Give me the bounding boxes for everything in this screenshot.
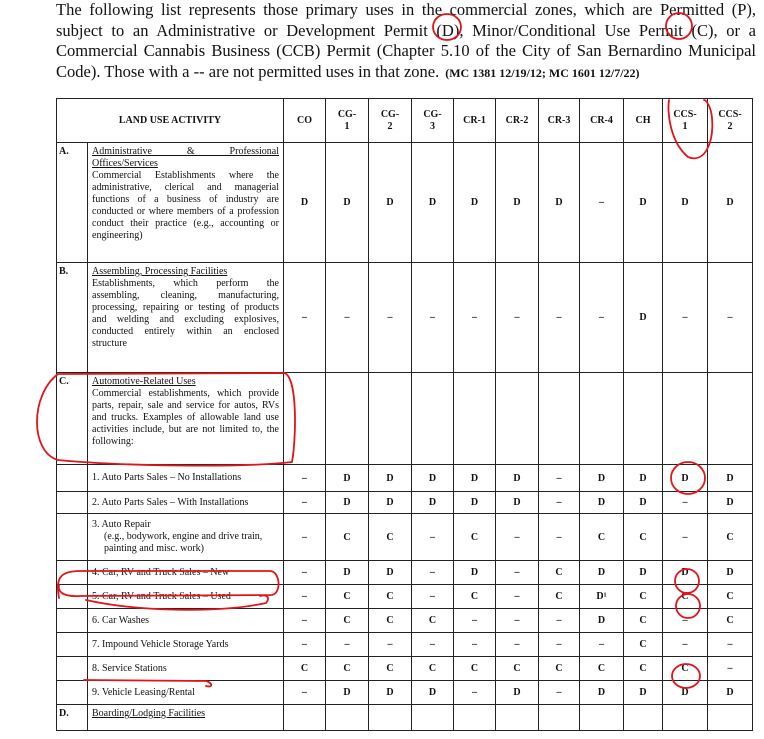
section-description: Establishments, which perform the assembling, cleaning, manufacturing, processing, repairing or testing of products and welding and excluding explosives, conducted entirely within an enclosed structure: [92, 278, 279, 349]
permit-code: D: [539, 143, 580, 263]
permit-code: –: [663, 514, 708, 561]
permit-code: C: [624, 514, 663, 561]
permit-code: [624, 705, 663, 731]
permit-code: [624, 373, 663, 465]
permit-code: –: [326, 633, 369, 657]
table-header-row: [57, 99, 753, 143]
permit-code: –: [663, 609, 708, 633]
permit-code: –: [284, 681, 326, 705]
zone-header: CR-1: [454, 99, 496, 143]
zone-header: CG- 2: [369, 99, 412, 143]
permit-code: D: [284, 143, 326, 263]
permit-code: D: [454, 492, 496, 514]
permit-code: D¹: [580, 585, 624, 609]
permit-code: –: [412, 585, 454, 609]
permit-code: –: [369, 633, 412, 657]
table-row: [57, 657, 753, 681]
permit-code: C: [454, 514, 496, 561]
permit-code: C: [369, 657, 412, 681]
permit-code: –: [284, 633, 326, 657]
indent-cell: [57, 633, 88, 657]
permit-code: –: [454, 263, 496, 373]
permit-code: –: [496, 561, 539, 585]
section-letter: D.: [57, 705, 88, 731]
activity-sublabel: (e.g., bodywork, engine and drive train, painting and misc. work): [104, 531, 263, 554]
permit-code: [284, 373, 326, 465]
permit-code: C: [624, 633, 663, 657]
table-row: [57, 465, 753, 492]
permit-code: D: [708, 561, 753, 585]
permit-code: [284, 705, 326, 731]
permit-code: –: [539, 465, 580, 492]
section-letter: C.: [57, 373, 88, 465]
permit-code: [708, 373, 753, 465]
activity-label: 4. Car, RV and Truck Sales – New: [92, 566, 230, 578]
permit-code: –: [412, 263, 454, 373]
permit-code: –: [496, 585, 539, 609]
permit-code: –: [284, 263, 326, 373]
indent-cell: [57, 681, 88, 705]
permit-code: –: [539, 514, 580, 561]
permit-code: –: [284, 514, 326, 561]
permit-code: [326, 705, 369, 731]
permit-code: –: [284, 465, 326, 492]
permit-code: D: [496, 681, 539, 705]
permit-code: C: [369, 514, 412, 561]
permit-code: C: [412, 657, 454, 681]
permit-code: –: [369, 263, 412, 373]
intro-text: The following list represents those primary uses in the commercial zones, which are Permitted (P), subject to an Administrative or Development Permit (D), Minor/Conditional Use Permit (C), or a Commercial Cannabis Business (CCB) Permit (Chapter 5.10 of the City of San Bernardino Municipal Code). Those with a -- are not permitted uses in that zone.: [56, 0, 756, 81]
permit-code: D: [580, 492, 624, 514]
permit-code: C: [454, 657, 496, 681]
permit-code: C: [284, 657, 326, 681]
permit-code: [412, 705, 454, 731]
permit-code: C: [708, 585, 753, 609]
activity-label-cell: [88, 657, 284, 681]
permit-code: D: [624, 143, 663, 263]
permit-code: [326, 373, 369, 465]
permit-code: –: [539, 609, 580, 633]
zone-header: CCS- 1: [663, 99, 708, 143]
permit-code: D: [624, 681, 663, 705]
citation: (MC 1381 12/19/12; MC 1601 12/7/22): [445, 65, 640, 80]
permit-code: D: [663, 465, 708, 492]
indent-cell: [57, 657, 88, 681]
permit-code: C: [663, 585, 708, 609]
permit-code: D: [708, 465, 753, 492]
permit-code: D: [412, 465, 454, 492]
table-row: [57, 585, 753, 609]
activity-label: 3. Auto Repair: [92, 519, 151, 530]
permit-code: [369, 373, 412, 465]
permit-code: D: [580, 681, 624, 705]
permit-code: C: [412, 609, 454, 633]
table-row: [57, 609, 753, 633]
activity-label: 7. Impound Vehicle Storage Yards: [92, 638, 229, 650]
permit-code: –: [412, 561, 454, 585]
permit-code: D: [663, 681, 708, 705]
zone-header: CH: [624, 99, 663, 143]
permit-code: [663, 373, 708, 465]
section-row: [57, 263, 753, 373]
table-row: [57, 561, 753, 585]
section-description-cell: [88, 263, 284, 373]
permit-code: –: [663, 492, 708, 514]
permit-code: C: [539, 561, 580, 585]
indent-cell: [57, 514, 88, 561]
section-row: [57, 705, 753, 731]
permit-code: D: [412, 143, 454, 263]
table-row: [57, 514, 753, 561]
permit-code: D: [326, 561, 369, 585]
land-use-activity-header: LAND USE ACTIVITY: [57, 99, 284, 143]
activity-label: 9. Vehicle Leasing/Rental: [92, 686, 195, 698]
permit-code: D: [369, 561, 412, 585]
activity-label: 8. Service Stations: [92, 662, 167, 674]
permit-code: [496, 705, 539, 731]
permit-code: [663, 705, 708, 731]
section-letter: B.: [57, 263, 88, 373]
permit-code: D: [624, 465, 663, 492]
permit-code: –: [454, 633, 496, 657]
activity-label: 1. Auto Parts Sales – No Installations: [92, 472, 242, 483]
permit-code: –: [496, 609, 539, 633]
permit-code: [369, 705, 412, 731]
permit-code: D: [708, 492, 753, 514]
permit-code: –: [663, 263, 708, 373]
permit-code: C: [326, 585, 369, 609]
permit-code: –: [580, 143, 624, 263]
permit-code: C: [624, 609, 663, 633]
table-row: [57, 681, 753, 705]
indent-cell: [57, 609, 88, 633]
permit-code: D: [663, 561, 708, 585]
zone-header: CR-2: [496, 99, 539, 143]
permit-code: –: [708, 657, 753, 681]
zone-header: CR-3: [539, 99, 580, 143]
permit-code: [539, 705, 580, 731]
permit-code: –: [539, 492, 580, 514]
permit-code: C: [624, 585, 663, 609]
permit-code: D: [580, 561, 624, 585]
section-title: Automotive-Related Uses: [92, 376, 196, 387]
permit-code: D: [708, 681, 753, 705]
section-row: [57, 373, 753, 465]
zone-header: CCS- 2: [708, 99, 753, 143]
permit-code: D: [326, 143, 369, 263]
section-description-cell: [88, 705, 284, 731]
permit-code: –: [580, 633, 624, 657]
indent-cell: [57, 492, 88, 514]
permit-code: C: [454, 585, 496, 609]
permit-code: D: [624, 263, 663, 373]
permit-code: D: [454, 143, 496, 263]
indent-cell: [57, 585, 88, 609]
section-description: Commercial Establishments where the administrative, clerical and managerial functions of a business of industry are conducted or where members of a profession conduct their practice (e.g., accounting or engineering): [92, 170, 279, 241]
land-use-table: [56, 98, 753, 731]
permit-code: D: [412, 681, 454, 705]
permit-code: D: [369, 681, 412, 705]
activity-label-cell: [88, 514, 284, 561]
permit-code: C: [708, 609, 753, 633]
permit-code: D: [326, 492, 369, 514]
permit-code: [580, 705, 624, 731]
permit-code: –: [708, 263, 753, 373]
permit-code: C: [539, 585, 580, 609]
permit-code: D: [454, 465, 496, 492]
permit-code: –: [496, 263, 539, 373]
zone-header: CG- 1: [326, 99, 369, 143]
table-row: [57, 492, 753, 514]
permit-code: –: [412, 633, 454, 657]
permit-code: C: [708, 514, 753, 561]
activity-label: 6. Car Washes: [92, 614, 150, 626]
permit-code: –: [412, 514, 454, 561]
permit-code: –: [284, 585, 326, 609]
permit-code: D: [496, 465, 539, 492]
permit-code: D: [412, 492, 454, 514]
activity-label-cell: [88, 492, 284, 514]
permit-code: C: [539, 657, 580, 681]
permit-code: [454, 373, 496, 465]
permit-code: –: [284, 492, 326, 514]
activity-label-cell: [88, 585, 284, 609]
permit-code: C: [580, 657, 624, 681]
zone-header: CR-4: [580, 99, 624, 143]
permit-code: D: [369, 465, 412, 492]
activity-label-cell: [88, 465, 284, 492]
zone-header: CO: [284, 99, 326, 143]
permit-code: –: [539, 263, 580, 373]
section-row: [57, 143, 753, 263]
section-title: Assembling, Processing Facilities: [92, 266, 228, 277]
permit-code: D: [369, 143, 412, 263]
section-description-cell: [88, 373, 284, 465]
permit-code: C: [369, 585, 412, 609]
permit-code: C: [580, 514, 624, 561]
activity-label: 2. Auto Parts Sales – With Installations: [92, 496, 249, 508]
permit-code: D: [496, 492, 539, 514]
permit-code: D: [580, 609, 624, 633]
permit-code: –: [454, 609, 496, 633]
permit-code: C: [663, 657, 708, 681]
permit-code: –: [326, 263, 369, 373]
section-title: Boarding/Lodging Facilities: [92, 708, 206, 719]
permit-code: C: [326, 514, 369, 561]
permit-code: –: [284, 609, 326, 633]
section-title: Administrative & Professional Offices/Services: [92, 146, 279, 169]
intro-paragraph: [56, 0, 756, 83]
indent-cell: [57, 561, 88, 585]
permit-code: D: [496, 143, 539, 263]
permit-code: –: [496, 514, 539, 561]
permit-code: [708, 705, 753, 731]
activity-label-cell: [88, 681, 284, 705]
permit-code: D: [624, 492, 663, 514]
activity-label: 5. Car, RV and Truck Sales – Used: [92, 590, 231, 602]
permit-code: D: [580, 465, 624, 492]
permit-code: D: [624, 561, 663, 585]
permit-code: –: [539, 633, 580, 657]
activity-label-cell: [88, 561, 284, 585]
permit-code: [496, 373, 539, 465]
permit-code: –: [663, 633, 708, 657]
permit-code: [539, 373, 580, 465]
permit-code: C: [496, 657, 539, 681]
permit-code: D: [708, 143, 753, 263]
section-letter: A.: [57, 143, 88, 263]
permit-code: –: [580, 263, 624, 373]
activity-label-cell: [88, 609, 284, 633]
permit-code: D: [454, 561, 496, 585]
permit-code: D: [663, 143, 708, 263]
permit-code: D: [326, 465, 369, 492]
activity-label-cell: [88, 633, 284, 657]
table-row: [57, 633, 753, 657]
permit-code: –: [708, 633, 753, 657]
permit-code: –: [539, 681, 580, 705]
permit-code: C: [369, 609, 412, 633]
permit-code: C: [624, 657, 663, 681]
permit-code: C: [326, 657, 369, 681]
permit-code: D: [326, 681, 369, 705]
zone-header: CG- 3: [412, 99, 454, 143]
section-description-cell: [88, 143, 284, 263]
permit-code: –: [496, 633, 539, 657]
permit-code: D: [369, 492, 412, 514]
section-description: Commercial establishments, which provide parts, repair, sale and service for autos, RVs and trucks. Examples of allowable land use activities include, but are not limited to, the following:: [92, 388, 279, 447]
permit-code: [454, 705, 496, 731]
intro-block: [56, 0, 756, 83]
indent-cell: [57, 465, 88, 492]
permit-code: [412, 373, 454, 465]
permit-code: C: [326, 609, 369, 633]
permit-code: [580, 373, 624, 465]
permit-code: –: [454, 681, 496, 705]
permit-code: –: [284, 561, 326, 585]
